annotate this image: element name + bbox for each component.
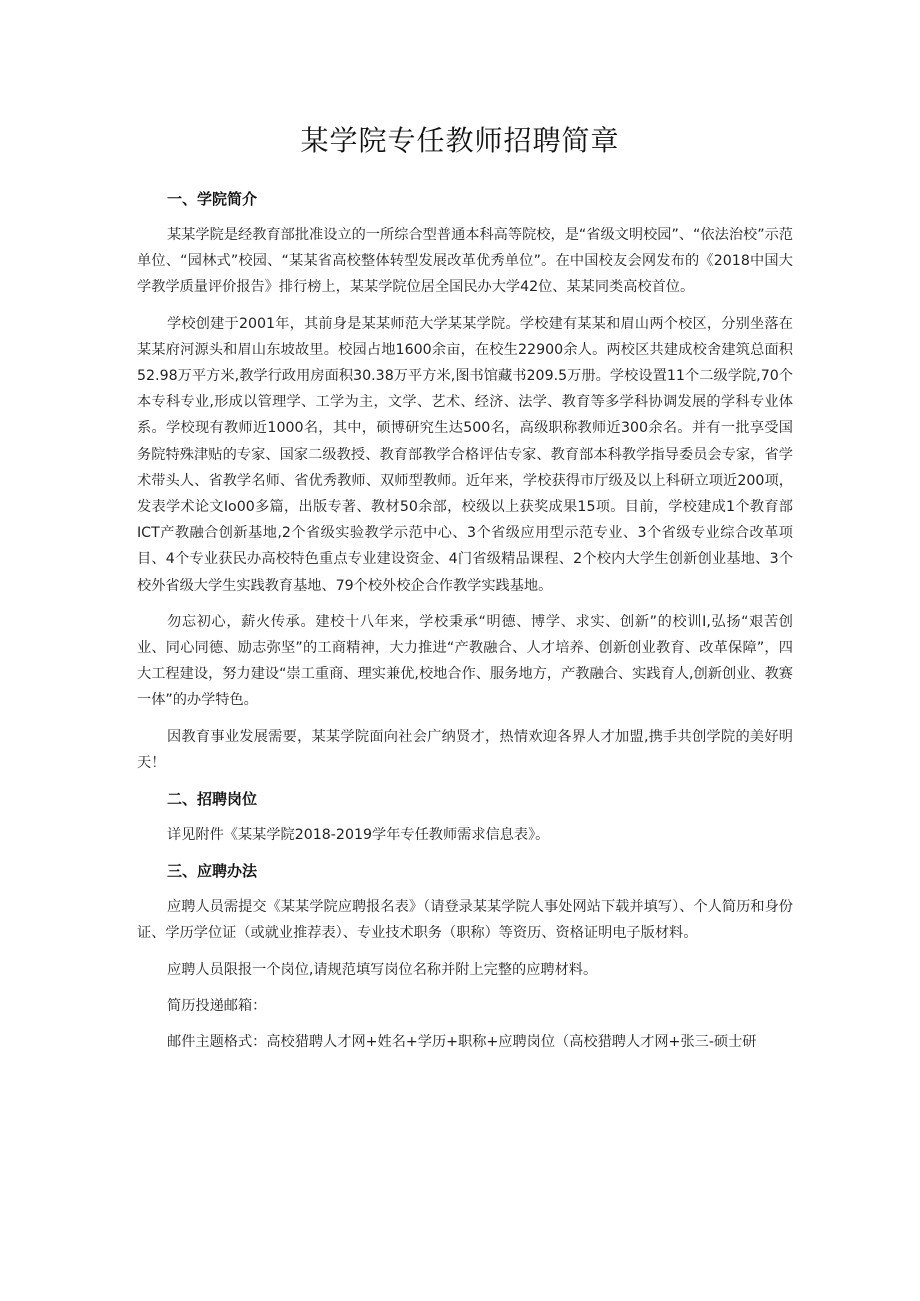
paragraph: 勿忘初心，薪火传承。建校十八年来，学校秉承“明德、博学、求实、创新”的校训I,弘扬“艰苦创业、同心同德、励志弥坚”的工商精神，大力推进“产教融合、人才培养、创新创业教育、改革保障”，四大工程建设，努力建设“崇工重商、理实兼优,校地合作、服务地方，产教融合、实践育人,创新创业、教赛一体”的办学特色。 <box>137 613 793 709</box>
paragraph: 学校创建于2001年，其前身是某某师范大学某某学院。学校建有某某和眉山两个校区，分别坐落在某某府河源头和眉山东坡故里。校园占地1600余亩，在校生22900余人。两校区共建成校舍建筑总面积52.98万平方米,教学行政用房面积30.38万平方米,图书馆藏书209.5万册。学校设置11个二级学院,70个本专科专业,形成以管理学、工学为主，文学、艺术、经济、法学、教育等多学科协调发展的学科专业体系。学校现有教师近1000名，其中，硕博研究生达500名，高级职称教师近300余名。并有一批享受国务院特殊津贴的专家、国家二级教授、教育部教学合格评估专家、教育部本科教学指导委员会专家，省学术带头人、省教学名师、省优秀教师、双师型教师。近年来，学校获得市厅级及以上科研立项近200项，发表学术论文Io00多篇，出版专著、教材50余部，校级以上获奖成果15项。目前，学校建成1个教育部ICT产教融合创新基地,2个省级实验教学示范中心、3个省级应用型示范专业、3个省级专业综合改革项目、4个专业获民办高校特色重点专业建设资金、4门省级精品课程、2个校内大学生创新创业基地、3个校外省级大学生实践教育基地、79个校外校企合作教学实践基地。 <box>137 315 794 594</box>
document-title: 某学院专任教师招聘简章 <box>300 124 620 157</box>
document-body <box>137 186 793 1065</box>
paragraph: 应聘人员限报一个岗位,请规范填写岗位名称并附上完整的应聘材料。 <box>167 961 598 978</box>
paragraph: 因教育事业发展需要，某某学院面向社会广纳贤才，热情欢迎各界人才加盟,携手共创学院的美好明天！ <box>137 728 793 771</box>
paragraph: 应聘人员需提交《某某学院应聘报名表》（请登录某某学院人事处网站下载并填写）、个人简历和身份证、学历学位证（或就业推荐表）、专业技术职务（职称）等资历、资格证明电子版材料。 <box>137 899 793 942</box>
section-college-intro <box>137 186 793 776</box>
paragraph: 详见附件《某某学院2018-2019学年专任教师需求信息表》。 <box>167 827 550 844</box>
paragraph: 简历投递邮箱： <box>167 997 267 1014</box>
section-heading: 一、学院简介 <box>167 190 258 208</box>
section-heading: 三、应聘办法 <box>167 862 258 881</box>
paragraph: 邮件主题格式：高校猎聘人才网+姓名+学历+职称+应聘岗位（高校猎聘人才网+张三-硕士研 <box>167 1034 757 1051</box>
section-positions <box>137 786 793 848</box>
section-heading: 二、招聘岗位 <box>167 790 258 809</box>
section-application <box>137 858 793 1055</box>
paragraph: 某某学院是经教育部批准设立的一所综合型普通本科高等院校，是“省级文明校园”、“依法治校”示范单位、“园林式”校园、“某某省高校整体转型发展改革优秀单位”。在中国校友会网发布的《2018中国大学教学质量评价报告》排行榜上，某某学院位居全国民办大学42位、某某同类高校首位。 <box>137 227 793 296</box>
